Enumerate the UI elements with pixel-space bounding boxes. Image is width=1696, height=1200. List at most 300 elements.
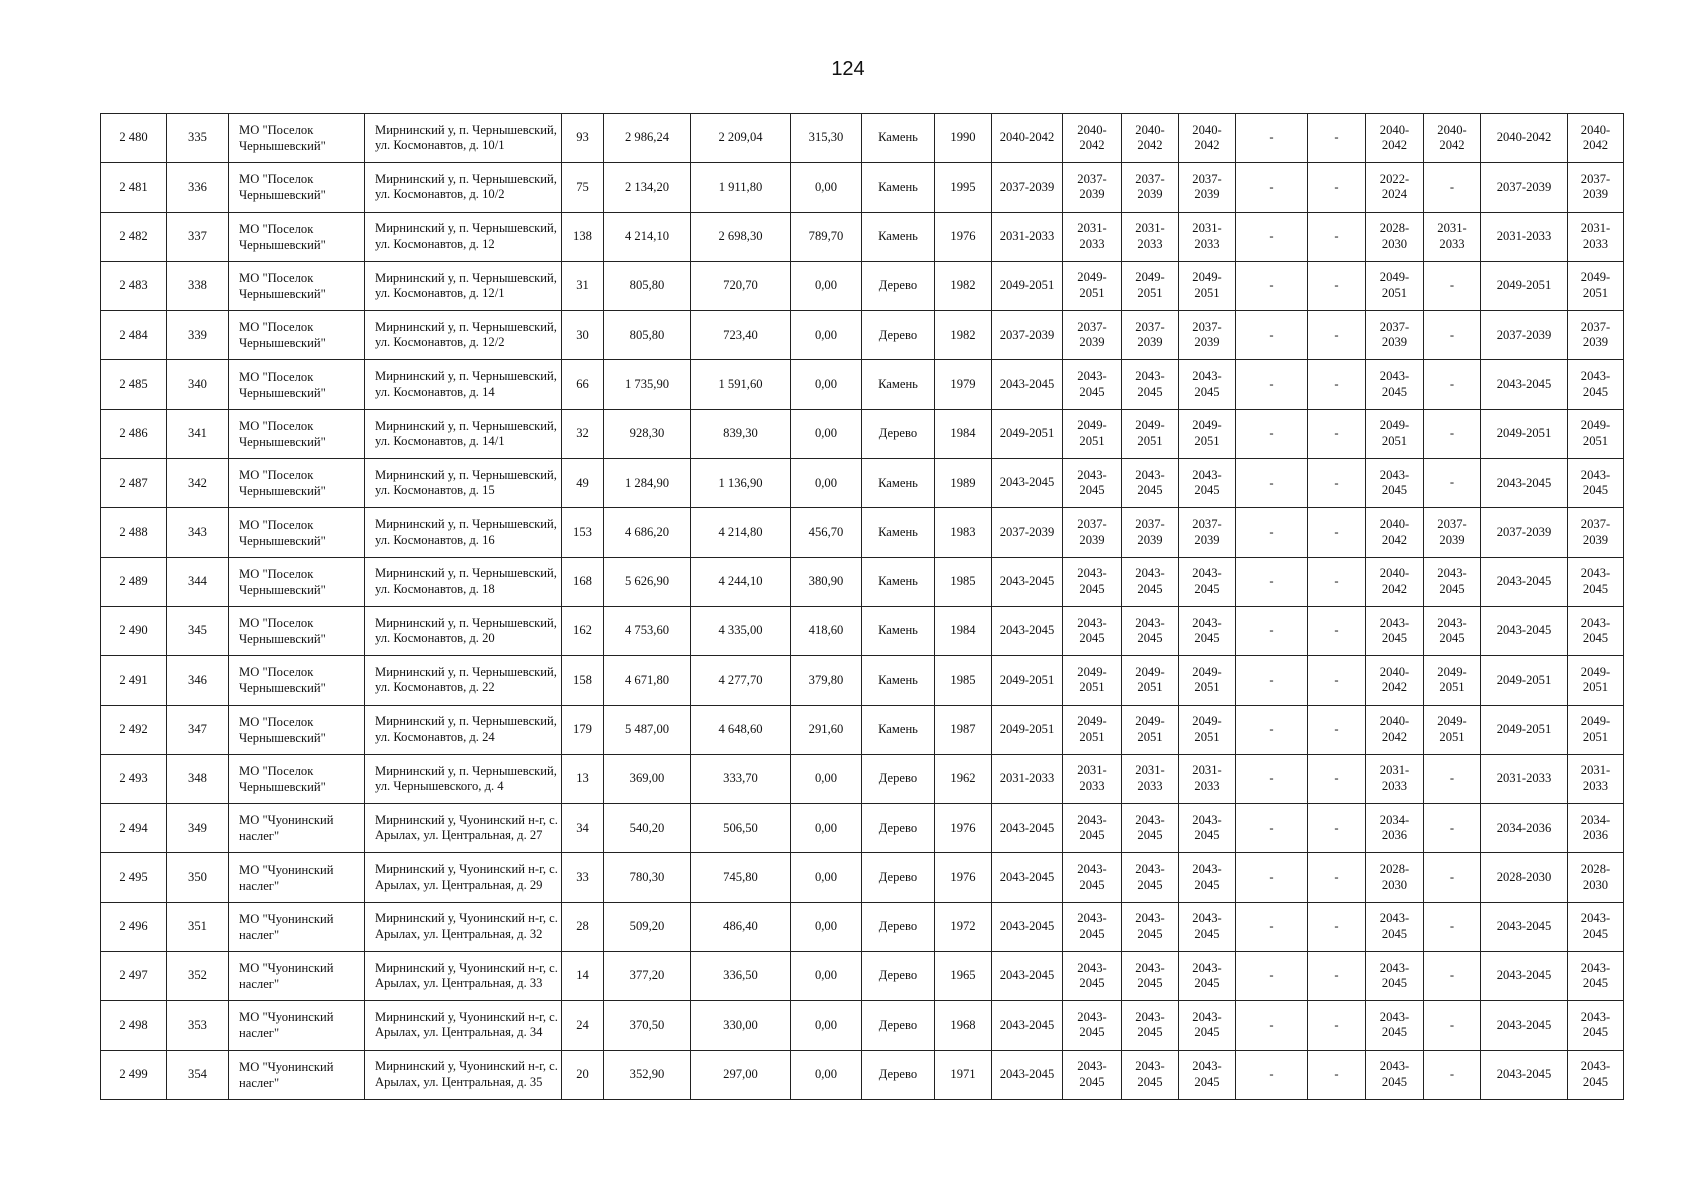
period-final-cell: 2037-2039 (1568, 508, 1624, 557)
residents-count-cell: 33 (562, 853, 604, 902)
period-facade-cell: 2037-2039 (1063, 311, 1122, 360)
residential-area-cell: 723,40 (691, 311, 791, 360)
residential-area-cell: 1 591,60 (691, 360, 791, 409)
address-cell: Мирнинский у, Чуонинский н-г, с. Арылах, ул. Центральная, д. 29 (365, 853, 562, 902)
residents-count-cell: 34 (562, 804, 604, 853)
wall-material-cell: Камень (862, 360, 935, 409)
non-residential-area-cell: 0,00 (791, 163, 862, 212)
residents-count-cell: 30 (562, 311, 604, 360)
total-area-cell: 4 753,60 (604, 606, 691, 655)
residential-area-cell: 297,00 (691, 1050, 791, 1099)
build-year-cell: 1976 (935, 804, 992, 853)
period-water-cell: 2049-2051 (1424, 705, 1481, 754)
period-range-cell: 2043-2045 (1481, 952, 1568, 1001)
address-cell: Мирнинский у, п. Чернышевский, ул. Космонавтов, д. 14/1 (365, 409, 562, 458)
non-residential-area-cell: 0,00 (791, 853, 862, 902)
total-area-cell: 2 986,24 (604, 114, 691, 163)
period-heating-cell: 2049-2051 (1366, 261, 1424, 310)
object-id-cell: 350 (167, 853, 229, 902)
wall-material-cell: Камень (862, 508, 935, 557)
wall-material-cell: Камень (862, 656, 935, 705)
row-number-cell: 2 491 (101, 656, 167, 705)
period-facade-cell: 2043-2045 (1063, 360, 1122, 409)
period-foundation-cell: 2040-2042 (1122, 114, 1179, 163)
period-facade-cell: 2037-2039 (1063, 508, 1122, 557)
period-water-cell: 2043-2045 (1424, 557, 1481, 606)
period-elevator-shaft-cell: - (1308, 459, 1366, 508)
object-id-cell: 342 (167, 459, 229, 508)
residential-area-cell: 4 244,10 (691, 557, 791, 606)
wall-material-cell: Дерево (862, 804, 935, 853)
period-engineering-cell: 2043-2045 (1179, 902, 1236, 951)
residents-count-cell: 24 (562, 1001, 604, 1050)
period-facade-cell: 2043-2045 (1063, 557, 1122, 606)
period-engineering-cell: 2043-2045 (1179, 853, 1236, 902)
table-row (101, 804, 1624, 853)
period-range-cell: 2043-2045 (1481, 1001, 1568, 1050)
period-heating-cell: 2040-2042 (1366, 114, 1424, 163)
residents-count-cell: 93 (562, 114, 604, 163)
period-facade-cell: 2043-2045 (1063, 902, 1122, 951)
period-foundation-cell: 2043-2045 (1122, 360, 1179, 409)
period-roof-cell: 2031-2033 (992, 754, 1063, 803)
period-range-cell: 2037-2039 (1481, 508, 1568, 557)
period-roof-cell: 2049-2051 (992, 705, 1063, 754)
period-roof-cell: 2043-2045 (992, 557, 1063, 606)
period-range-cell: 2040-2042 (1481, 114, 1568, 163)
row-number-cell: 2 485 (101, 360, 167, 409)
table-row (101, 409, 1624, 458)
period-roof-cell: 2043-2045 (992, 459, 1063, 508)
period-foundation-cell: 2043-2045 (1122, 902, 1179, 951)
residents-count-cell: 32 (562, 409, 604, 458)
row-number-cell: 2 482 (101, 212, 167, 261)
residential-area-cell: 336,50 (691, 952, 791, 1001)
period-facade-cell: 2043-2045 (1063, 952, 1122, 1001)
period-range-cell: 2043-2045 (1481, 557, 1568, 606)
table-row (101, 1001, 1624, 1050)
address-cell: Мирнинский у, п. Чернышевский, ул. Космонавтов, д. 12/2 (365, 311, 562, 360)
residents-count-cell: 31 (562, 261, 604, 310)
period-heating-cell: 2040-2042 (1366, 656, 1424, 705)
period-engineering-cell: 2031-2033 (1179, 212, 1236, 261)
table-row (101, 261, 1624, 310)
municipality-cell: МО "Поселок Чернышевский" (229, 508, 365, 557)
address-cell: Мирнинский у, Чуонинский н-г, с. Арылах, ул. Центральная, д. 33 (365, 952, 562, 1001)
wall-material-cell: Камень (862, 459, 935, 508)
period-elevator-shaft-cell: - (1308, 705, 1366, 754)
address-cell: Мирнинский у, Чуонинский н-г, с. Арылах, ул. Центральная, д. 32 (365, 902, 562, 951)
period-final-cell: 2043-2045 (1568, 902, 1624, 951)
row-number-cell: 2 497 (101, 952, 167, 1001)
object-id-cell: 354 (167, 1050, 229, 1099)
residents-count-cell: 168 (562, 557, 604, 606)
period-heating-cell: 2043-2045 (1366, 952, 1424, 1001)
period-foundation-cell: 2043-2045 (1122, 853, 1179, 902)
period-heating-cell: 2031-2033 (1366, 754, 1424, 803)
period-range-cell: 2034-2036 (1481, 804, 1568, 853)
period-water-cell: 2031-2033 (1424, 212, 1481, 261)
non-residential-area-cell: 291,60 (791, 705, 862, 754)
period-roof-cell: 2049-2051 (992, 261, 1063, 310)
address-cell: Мирнинский у, п. Чернышевский, ул. Космонавтов, д. 24 (365, 705, 562, 754)
period-range-cell: 2037-2039 (1481, 163, 1568, 212)
object-id-cell: 352 (167, 952, 229, 1001)
address-cell: Мирнинский у, п. Чернышевский, ул. Космонавтов, д. 10/2 (365, 163, 562, 212)
period-range-cell: 2043-2045 (1481, 459, 1568, 508)
non-residential-area-cell: 418,60 (791, 606, 862, 655)
table-row (101, 557, 1624, 606)
address-cell: Мирнинский у, п. Чернышевский, ул. Космонавтов, д. 10/1 (365, 114, 562, 163)
period-elevator-cell: - (1236, 606, 1308, 655)
total-area-cell: 2 134,20 (604, 163, 691, 212)
address-cell: Мирнинский у, п. Чернышевский, ул. Космонавтов, д. 12 (365, 212, 562, 261)
non-residential-area-cell: 0,00 (791, 952, 862, 1001)
period-final-cell: 2028-2030 (1568, 853, 1624, 902)
period-heating-cell: 2043-2045 (1366, 1050, 1424, 1099)
non-residential-area-cell: 0,00 (791, 360, 862, 409)
period-elevator-cell: - (1236, 212, 1308, 261)
period-elevator-shaft-cell: - (1308, 360, 1366, 409)
residents-count-cell: 49 (562, 459, 604, 508)
period-engineering-cell: 2043-2045 (1179, 1050, 1236, 1099)
period-final-cell: 2040-2042 (1568, 114, 1624, 163)
period-water-cell: - (1424, 902, 1481, 951)
period-range-cell: 2049-2051 (1481, 705, 1568, 754)
period-foundation-cell: 2049-2051 (1122, 656, 1179, 705)
period-roof-cell: 2049-2051 (992, 656, 1063, 705)
period-range-cell: 2028-2030 (1481, 853, 1568, 902)
period-final-cell: 2049-2051 (1568, 705, 1624, 754)
period-facade-cell: 2037-2039 (1063, 163, 1122, 212)
municipality-cell: МО "Чуонинский наслег" (229, 952, 365, 1001)
period-elevator-cell: - (1236, 754, 1308, 803)
build-year-cell: 1983 (935, 508, 992, 557)
municipality-cell: МО "Поселок Чернышевский" (229, 163, 365, 212)
object-id-cell: 339 (167, 311, 229, 360)
period-engineering-cell: 2031-2033 (1179, 754, 1236, 803)
non-residential-area-cell: 0,00 (791, 459, 862, 508)
total-area-cell: 5 626,90 (604, 557, 691, 606)
residents-count-cell: 14 (562, 952, 604, 1001)
row-number-cell: 2 487 (101, 459, 167, 508)
non-residential-area-cell: 0,00 (791, 261, 862, 310)
period-water-cell: - (1424, 261, 1481, 310)
object-id-cell: 340 (167, 360, 229, 409)
period-foundation-cell: 2049-2051 (1122, 261, 1179, 310)
period-facade-cell: 2043-2045 (1063, 1050, 1122, 1099)
period-facade-cell: 2031-2033 (1063, 212, 1122, 261)
period-heating-cell: 2022-2024 (1366, 163, 1424, 212)
wall-material-cell: Камень (862, 114, 935, 163)
table-row (101, 902, 1624, 951)
total-area-cell: 1 284,90 (604, 459, 691, 508)
wall-material-cell: Дерево (862, 1050, 935, 1099)
row-number-cell: 2 492 (101, 705, 167, 754)
period-water-cell: - (1424, 754, 1481, 803)
period-roof-cell: 2037-2039 (992, 508, 1063, 557)
build-year-cell: 1976 (935, 853, 992, 902)
total-area-cell: 352,90 (604, 1050, 691, 1099)
non-residential-area-cell: 0,00 (791, 409, 862, 458)
period-heating-cell: 2037-2039 (1366, 311, 1424, 360)
period-engineering-cell: 2040-2042 (1179, 114, 1236, 163)
period-facade-cell: 2043-2045 (1063, 459, 1122, 508)
period-elevator-cell: - (1236, 114, 1308, 163)
table-row (101, 853, 1624, 902)
period-range-cell: 2031-2033 (1481, 212, 1568, 261)
residential-area-cell: 720,70 (691, 261, 791, 310)
object-id-cell: 351 (167, 902, 229, 951)
wall-material-cell: Камень (862, 557, 935, 606)
residential-area-cell: 330,00 (691, 1001, 791, 1050)
period-elevator-shaft-cell: - (1308, 261, 1366, 310)
period-final-cell: 2043-2045 (1568, 459, 1624, 508)
object-id-cell: 337 (167, 212, 229, 261)
row-number-cell: 2 494 (101, 804, 167, 853)
period-elevator-cell: - (1236, 1050, 1308, 1099)
address-cell: Мирнинский у, п. Чернышевский, ул. Космонавтов, д. 20 (365, 606, 562, 655)
wall-material-cell: Дерево (862, 311, 935, 360)
period-elevator-shaft-cell: - (1308, 114, 1366, 163)
period-facade-cell: 2043-2045 (1063, 853, 1122, 902)
municipality-cell: МО "Поселок Чернышевский" (229, 557, 365, 606)
period-final-cell: 2043-2045 (1568, 606, 1624, 655)
municipality-cell: МО "Поселок Чернышевский" (229, 261, 365, 310)
period-heating-cell: 2040-2042 (1366, 557, 1424, 606)
wall-material-cell: Дерево (862, 952, 935, 1001)
municipality-cell: МО "Поселок Чернышевский" (229, 459, 365, 508)
period-final-cell: 2049-2051 (1568, 656, 1624, 705)
residents-count-cell: 66 (562, 360, 604, 409)
period-roof-cell: 2049-2051 (992, 409, 1063, 458)
period-range-cell: 2043-2045 (1481, 902, 1568, 951)
row-number-cell: 2 481 (101, 163, 167, 212)
address-cell: Мирнинский у, п. Чернышевский, ул. Космонавтов, д. 15 (365, 459, 562, 508)
wall-material-cell: Дерево (862, 1001, 935, 1050)
period-heating-cell: 2040-2042 (1366, 508, 1424, 557)
period-engineering-cell: 2049-2051 (1179, 409, 1236, 458)
object-id-cell: 345 (167, 606, 229, 655)
period-range-cell: 2031-2033 (1481, 754, 1568, 803)
address-cell: Мирнинский у, Чуонинский н-г, с. Арылах, ул. Центральная, д. 35 (365, 1050, 562, 1099)
row-number-cell: 2 495 (101, 853, 167, 902)
period-elevator-cell: - (1236, 1001, 1308, 1050)
period-roof-cell: 2037-2039 (992, 311, 1063, 360)
build-year-cell: 1995 (935, 163, 992, 212)
object-id-cell: 353 (167, 1001, 229, 1050)
object-id-cell: 335 (167, 114, 229, 163)
period-foundation-cell: 2049-2051 (1122, 705, 1179, 754)
non-residential-area-cell: 0,00 (791, 1050, 862, 1099)
residential-area-cell: 745,80 (691, 853, 791, 902)
wall-material-cell: Камень (862, 606, 935, 655)
total-area-cell: 928,30 (604, 409, 691, 458)
build-year-cell: 1984 (935, 606, 992, 655)
period-roof-cell: 2043-2045 (992, 1050, 1063, 1099)
period-foundation-cell: 2031-2033 (1122, 212, 1179, 261)
period-elevator-shaft-cell: - (1308, 754, 1366, 803)
period-elevator-cell: - (1236, 508, 1308, 557)
object-id-cell: 346 (167, 656, 229, 705)
build-year-cell: 1968 (935, 1001, 992, 1050)
total-area-cell: 4 671,80 (604, 656, 691, 705)
period-water-cell: - (1424, 804, 1481, 853)
residents-count-cell: 20 (562, 1050, 604, 1099)
period-heating-cell: 2034-2036 (1366, 804, 1424, 853)
object-id-cell: 348 (167, 754, 229, 803)
period-facade-cell: 2043-2045 (1063, 1001, 1122, 1050)
period-foundation-cell: 2043-2045 (1122, 1001, 1179, 1050)
period-foundation-cell: 2031-2033 (1122, 754, 1179, 803)
object-id-cell: 344 (167, 557, 229, 606)
period-roof-cell: 2043-2045 (992, 902, 1063, 951)
period-foundation-cell: 2043-2045 (1122, 606, 1179, 655)
row-number-cell: 2 496 (101, 902, 167, 951)
period-elevator-shaft-cell: - (1308, 853, 1366, 902)
table-row (101, 508, 1624, 557)
residential-area-cell: 1 911,80 (691, 163, 791, 212)
residents-count-cell: 138 (562, 212, 604, 261)
period-engineering-cell: 2043-2045 (1179, 952, 1236, 1001)
build-year-cell: 1989 (935, 459, 992, 508)
period-elevator-cell: - (1236, 705, 1308, 754)
total-area-cell: 780,30 (604, 853, 691, 902)
period-facade-cell: 2049-2051 (1063, 261, 1122, 310)
period-final-cell: 2043-2045 (1568, 952, 1624, 1001)
period-range-cell: 2043-2045 (1481, 606, 1568, 655)
period-facade-cell: 2049-2051 (1063, 656, 1122, 705)
address-cell: Мирнинский у, п. Чернышевский, ул. Космонавтов, д. 12/1 (365, 261, 562, 310)
period-water-cell: - (1424, 1050, 1481, 1099)
period-roof-cell: 2031-2033 (992, 212, 1063, 261)
housing-register-table (100, 113, 1624, 1100)
table-row (101, 705, 1624, 754)
period-heating-cell: 2028-2030 (1366, 853, 1424, 902)
non-residential-area-cell: 379,80 (791, 656, 862, 705)
period-roof-cell: 2043-2045 (992, 1001, 1063, 1050)
residents-count-cell: 179 (562, 705, 604, 754)
period-final-cell: 2049-2051 (1568, 409, 1624, 458)
total-area-cell: 1 735,90 (604, 360, 691, 409)
municipality-cell: МО "Чуонинский наслег" (229, 1001, 365, 1050)
residents-count-cell: 28 (562, 902, 604, 951)
address-cell: Мирнинский у, Чуонинский н-г, с. Арылах, ул. Центральная, д. 34 (365, 1001, 562, 1050)
row-number-cell: 2 483 (101, 261, 167, 310)
build-year-cell: 1985 (935, 557, 992, 606)
row-number-cell: 2 486 (101, 409, 167, 458)
wall-material-cell: Дерево (862, 754, 935, 803)
period-heating-cell: 2028-2030 (1366, 212, 1424, 261)
period-roof-cell: 2043-2045 (992, 360, 1063, 409)
object-id-cell: 338 (167, 261, 229, 310)
period-range-cell: 2049-2051 (1481, 409, 1568, 458)
residential-area-cell: 2 209,04 (691, 114, 791, 163)
table-row (101, 606, 1624, 655)
period-elevator-cell: - (1236, 163, 1308, 212)
build-year-cell: 1976 (935, 212, 992, 261)
address-cell: Мирнинский у, п. Чернышевский, ул. Космонавтов, д. 22 (365, 656, 562, 705)
period-water-cell: 2037-2039 (1424, 508, 1481, 557)
address-cell: Мирнинский у, п. Чернышевский, ул. Космонавтов, д. 18 (365, 557, 562, 606)
build-year-cell: 1982 (935, 311, 992, 360)
build-year-cell: 1965 (935, 952, 992, 1001)
non-residential-area-cell: 0,00 (791, 311, 862, 360)
period-water-cell: - (1424, 952, 1481, 1001)
period-elevator-shaft-cell: - (1308, 557, 1366, 606)
period-roof-cell: 2040-2042 (992, 114, 1063, 163)
municipality-cell: МО "Поселок Чернышевский" (229, 705, 365, 754)
residents-count-cell: 162 (562, 606, 604, 655)
build-year-cell: 1985 (935, 656, 992, 705)
table-row (101, 754, 1624, 803)
period-heating-cell: 2043-2045 (1366, 1001, 1424, 1050)
build-year-cell: 1987 (935, 705, 992, 754)
municipality-cell: МО "Поселок Чернышевский" (229, 360, 365, 409)
table-row (101, 1050, 1624, 1099)
period-elevator-cell: - (1236, 804, 1308, 853)
period-roof-cell: 2037-2039 (992, 163, 1063, 212)
wall-material-cell: Камень (862, 705, 935, 754)
period-elevator-shaft-cell: - (1308, 1050, 1366, 1099)
period-engineering-cell: 2037-2039 (1179, 311, 1236, 360)
total-area-cell: 805,80 (604, 311, 691, 360)
period-elevator-cell: - (1236, 656, 1308, 705)
table-row (101, 360, 1624, 409)
municipality-cell: МО "Поселок Чернышевский" (229, 606, 365, 655)
residential-area-cell: 4 214,80 (691, 508, 791, 557)
residential-area-cell: 4 277,70 (691, 656, 791, 705)
table-row (101, 952, 1624, 1001)
build-year-cell: 1982 (935, 261, 992, 310)
period-water-cell: 2043-2045 (1424, 606, 1481, 655)
municipality-cell: МО "Поселок Чернышевский" (229, 656, 365, 705)
residents-count-cell: 13 (562, 754, 604, 803)
period-elevator-shaft-cell: - (1308, 311, 1366, 360)
residents-count-cell: 153 (562, 508, 604, 557)
build-year-cell: 1990 (935, 114, 992, 163)
municipality-cell: МО "Чуонинский наслег" (229, 1050, 365, 1099)
table-row (101, 459, 1624, 508)
period-foundation-cell: 2037-2039 (1122, 311, 1179, 360)
period-final-cell: 2034-2036 (1568, 804, 1624, 853)
non-residential-area-cell: 315,30 (791, 114, 862, 163)
table-row (101, 656, 1624, 705)
municipality-cell: МО "Поселок Чернышевский" (229, 311, 365, 360)
row-number-cell: 2 490 (101, 606, 167, 655)
object-id-cell: 343 (167, 508, 229, 557)
total-area-cell: 5 487,00 (604, 705, 691, 754)
non-residential-area-cell: 0,00 (791, 804, 862, 853)
period-water-cell: - (1424, 163, 1481, 212)
object-id-cell: 347 (167, 705, 229, 754)
period-elevator-shaft-cell: - (1308, 606, 1366, 655)
period-elevator-shaft-cell: - (1308, 163, 1366, 212)
residential-area-cell: 4 335,00 (691, 606, 791, 655)
period-engineering-cell: 2043-2045 (1179, 606, 1236, 655)
row-number-cell: 2 498 (101, 1001, 167, 1050)
period-elevator-cell: - (1236, 557, 1308, 606)
period-engineering-cell: 2037-2039 (1179, 508, 1236, 557)
period-heating-cell: 2043-2045 (1366, 360, 1424, 409)
address-cell: Мирнинский у, п. Чернышевский, ул. Космонавтов, д. 16 (365, 508, 562, 557)
period-facade-cell: 2031-2033 (1063, 754, 1122, 803)
period-foundation-cell: 2043-2045 (1122, 952, 1179, 1001)
non-residential-area-cell: 0,00 (791, 902, 862, 951)
period-heating-cell: 2040-2042 (1366, 705, 1424, 754)
total-area-cell: 509,20 (604, 902, 691, 951)
non-residential-area-cell: 380,90 (791, 557, 862, 606)
